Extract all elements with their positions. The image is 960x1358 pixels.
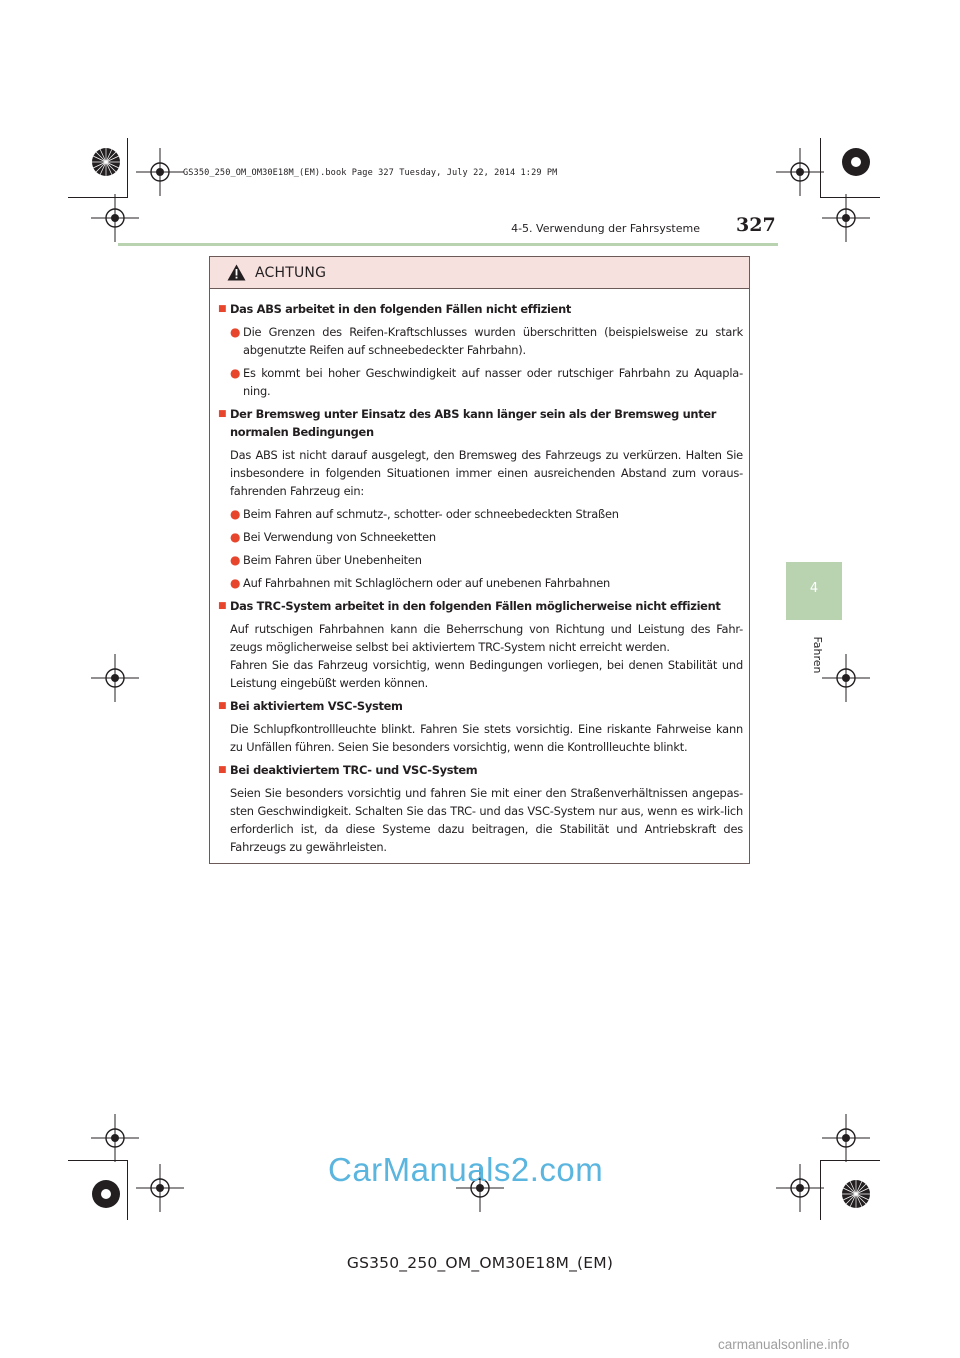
registration-mark-bottom-right-c [826, 1164, 886, 1224]
crop-line [68, 1160, 128, 1161]
section-paragraph: Auf rutschigen Fahrbahnen kann die Beherrschung von Richtung und Leistung des Fahr-zeugs möglicherweise selbst bei aktiviertem TRC-System nicht erreicht werden. Fahren Sie das Fahrzeug vorsichtig, wenn Bedingungen vorliegen, bei denen Stabilität und Leistung eingebüßt werden können. [230, 622, 743, 690]
warning-title: ACHTUNG [255, 264, 327, 281]
section-heading: ■ Bei deaktiviertem TRC- und VSC-System [218, 763, 478, 777]
section-heading: ■ Der Bremsweg unter Einsatz des ABS kann länger sein als der Bremsweg unter normalen Bedingungen [218, 407, 717, 439]
section-paragraph: Seien Sie besonders vorsichtig und fahren Sie mit einer den Straßenverhältnissen angepas-sten Geschwindigkeit. Schalten Sie das TRC- und das VSC-System nur aus, wenn es wirk-lich erforderlich ist, da diese Systeme dazu beitragen, die Stabilität und Antriebskraft des Fahrzeugs zu gewährleisten. [230, 786, 743, 854]
crop-line [820, 1160, 821, 1220]
section-heading: ■ Das ABS arbeitet in den folgenden Fällen nicht effizient [218, 302, 572, 316]
registration-mark-bottom-right-b [770, 1158, 830, 1218]
section-title: 4-5. Verwendung der Fahrsysteme [511, 222, 700, 235]
footer-code: GS350_250_OM_OM30E18M_(EM) [346, 1254, 614, 1272]
list-item: ● Beim Fahren auf schmutz-, schotter- oder schneebedeckten Straßen [230, 507, 619, 521]
crop-line [820, 138, 821, 198]
square-bullet-icon: ■ [218, 765, 227, 775]
header-rule [118, 243, 778, 246]
square-bullet-icon: ■ [218, 409, 227, 419]
crop-line [820, 1160, 880, 1161]
dot-bullet-icon: ● [230, 576, 241, 590]
chapter-tab [786, 562, 842, 620]
watermark-carmanuals2: CarManuals2.com [328, 1151, 604, 1188]
list-item: ● Auf Fahrbahnen mit Schlaglöchern oder auf unebenen Fahrbahnen [230, 576, 611, 590]
site-watermark: carmanualsonline.info [718, 1337, 850, 1352]
list-item: ● Bei Verwendung von Schneeketten [230, 530, 436, 544]
crop-line [127, 138, 128, 198]
warning-triangle-icon [227, 264, 246, 281]
list-item: ● Beim Fahren über Unebenheiten [230, 553, 422, 567]
dot-bullet-icon: ● [230, 553, 241, 567]
section-paragraph: Die Schlupfkontrollleuchte blinkt. Fahren Sie stets vorsichtig. Eine riskante Fahrweise kann zu Unfällen führen. Seien Sie besonders vorsichtig, wenn die Kontrollleuchte blinkt. [230, 722, 743, 754]
dot-bullet-icon: ● [230, 366, 241, 380]
crop-line [68, 197, 128, 198]
dot-bullet-icon: ● [230, 507, 241, 521]
warning-body [210, 289, 749, 856]
list-item: ● Die Grenzen des Reifen-Kraftschlusses wurden überschritten (beispielsweise zu stark abgenutzte Reifen auf schneebedeckter Fahrbahn). [230, 325, 743, 357]
book-stamp: GS350_250_OM_OM30E18M_(EM).book Page 327 Tuesday, July 22, 2014 1:29 PM [183, 168, 558, 178]
crop-line [820, 197, 880, 198]
registration-mark-bottom-left-c [130, 1158, 190, 1218]
list-item: ● Es kommt bei hoher Geschwindigkeit auf nasser oder rutschiger Fahrbahn zu Aquapla-ning. [230, 366, 743, 398]
square-bullet-icon: ■ [218, 701, 227, 711]
square-bullet-icon: ■ [218, 601, 227, 611]
registration-mark-mid-right [816, 648, 876, 708]
page-number: 327 [736, 214, 776, 236]
warning-header [210, 257, 749, 289]
chapter-number: 4 [809, 581, 819, 596]
chapter-label: Fahren [811, 636, 824, 674]
crop-line [127, 1160, 128, 1220]
dot-bullet-icon: ● [230, 530, 241, 544]
section-heading: ■ Bei aktiviertem VSC-System [218, 699, 403, 713]
section-heading: ■ Das TRC-System arbeitet in den folgenden Fällen möglicherweise nicht effizient [218, 599, 721, 613]
registration-mark-mid-left [85, 648, 145, 708]
warning-box [209, 256, 750, 864]
section-paragraph: Das ABS ist nicht darauf ausgelegt, den Bremsweg des Fahrzeugs zu verkürzen. Halten Sie insbesondere in folgenden Situationen immer einen ausreichenden Abstand zum voraus-fahrenden Fahrzeug ein: [230, 448, 743, 498]
dot-bullet-icon: ● [230, 325, 241, 339]
square-bullet-icon: ■ [218, 304, 227, 314]
registration-mark-top-right-b [826, 132, 886, 192]
